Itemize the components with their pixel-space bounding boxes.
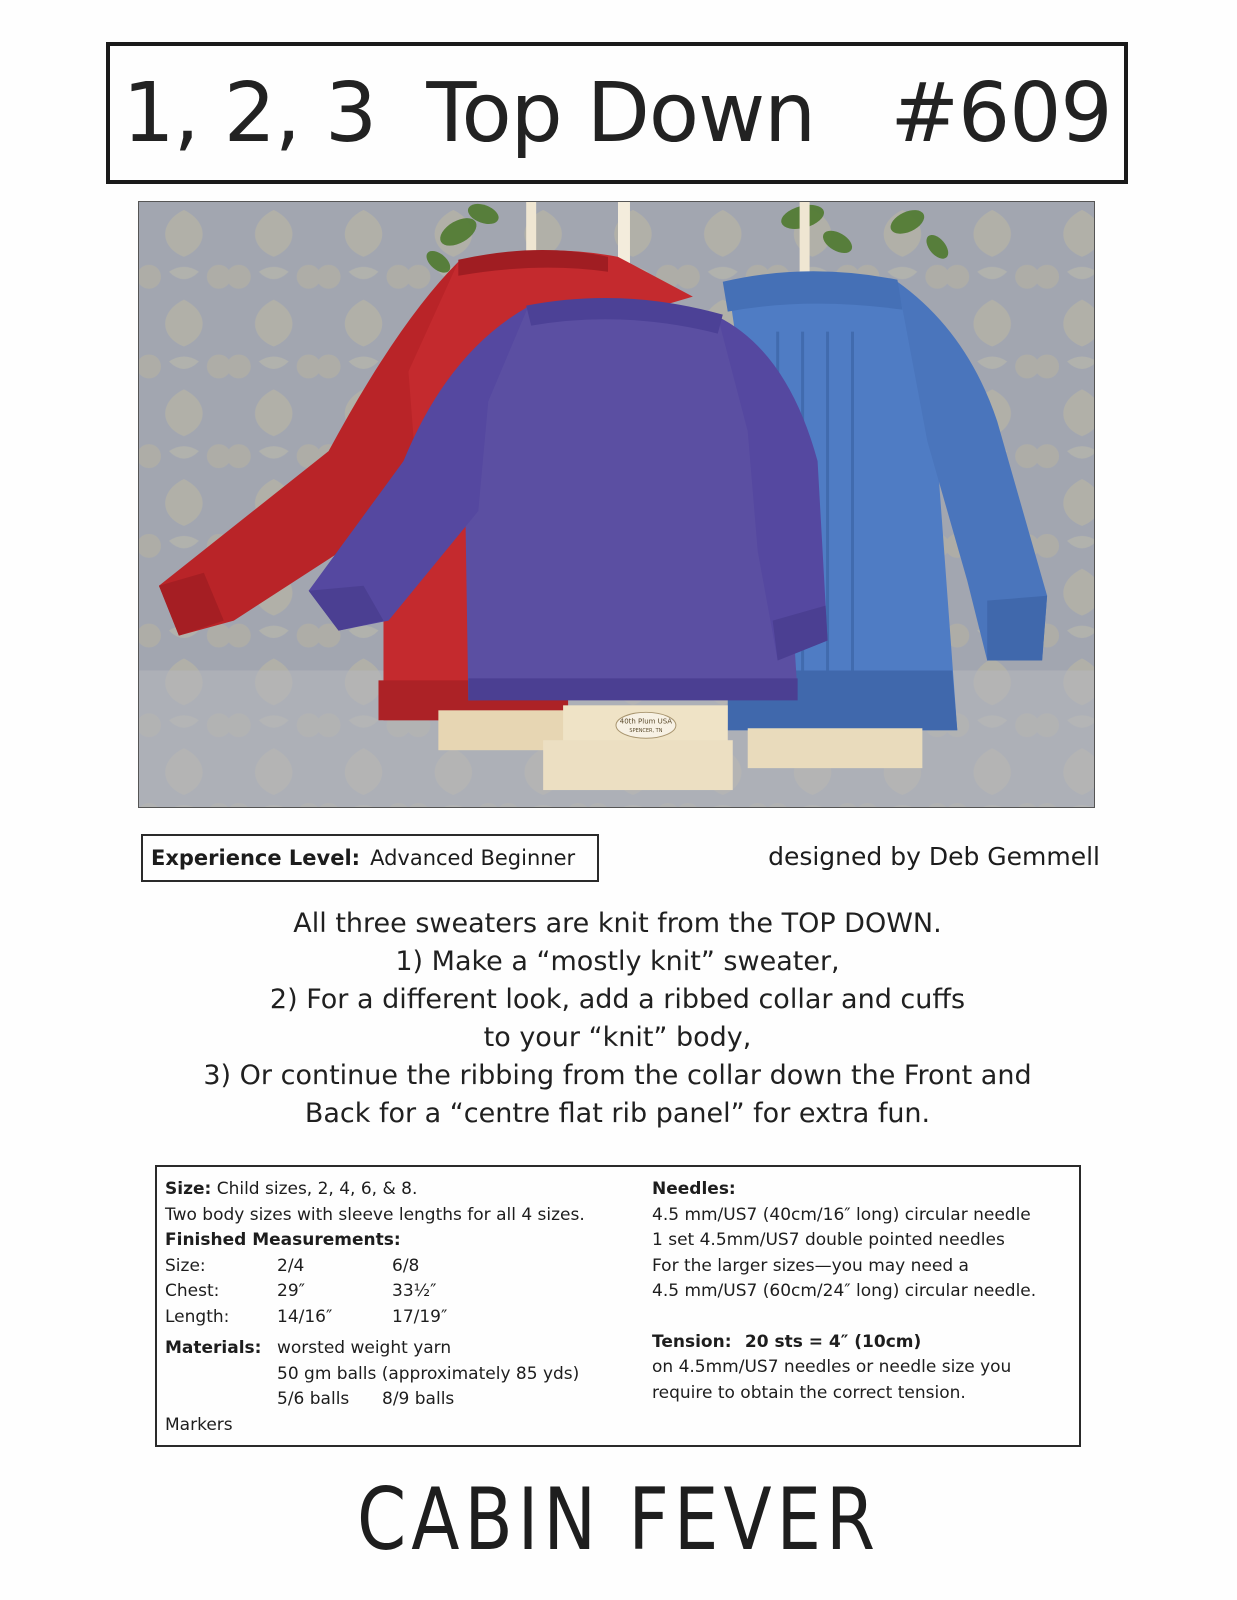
materials-label: Materials: <box>165 1338 262 1358</box>
materials-markers: Markers <box>165 1414 233 1435</box>
info-right-column <box>652 1177 1072 1406</box>
experience-value: Advanced Beginner <box>370 846 576 870</box>
measurement-b: 17/19″ <box>392 1306 448 1327</box>
materials-amount-a: 5/6 balls <box>277 1389 350 1409</box>
measurement-label: Length: <box>165 1306 230 1327</box>
pattern-title: 1, 2, 3 Top Down #609 <box>122 65 1112 161</box>
measurement-row <box>165 1279 635 1305</box>
measurement-a: 14/16″ <box>277 1306 333 1327</box>
tension-line: require to obtain the correct tension. <box>652 1382 966 1403</box>
size-value: Child sizes, 2, 4, 6, & 8. <box>216 1179 418 1199</box>
size-note: Two body sizes with sleeve lengths for all 4 sizes. <box>165 1204 585 1225</box>
info-left-column <box>165 1177 635 1438</box>
designer-credit: designed by Deb Gemmell <box>768 842 1100 871</box>
measurement-b: 33½″ <box>392 1281 437 1301</box>
stand-tag-line-1: 40th Plum USA <box>619 717 673 726</box>
brand-logo: CABIN FEVER <box>357 1470 880 1570</box>
measurement-row <box>165 1305 635 1331</box>
measurement-a: 29″ <box>277 1281 305 1301</box>
needles-line: 4.5 mm/US7 (40cm/16″ long) circular needle <box>652 1204 1031 1225</box>
measurement-row <box>165 1254 635 1280</box>
size-label: Size: <box>165 1179 212 1199</box>
measurement-label: Size: <box>165 1255 206 1276</box>
intro-line: 1) Make a “mostly knit” sweater, <box>395 946 840 977</box>
measurement-label: Chest: <box>165 1281 220 1301</box>
needles-line: 4.5 mm/US7 (60cm/24″ long) circular needle. <box>652 1281 1037 1301</box>
materials-amount-b: 8/9 balls <box>382 1389 455 1409</box>
intro-line: 3) Or continue the ribbing from the collar down the Front and <box>203 1060 1032 1091</box>
pattern-info-box <box>155 1165 1081 1447</box>
needles-line: For the larger sizes—you may need a <box>652 1255 969 1276</box>
tension-value: 20 sts = 4″ (10cm) <box>744 1331 922 1352</box>
intro-text <box>140 905 1095 1133</box>
experience-level-box <box>141 834 599 882</box>
needles-label: Needles: <box>652 1179 736 1199</box>
title-box <box>106 42 1128 184</box>
tension-line: on 4.5mm/US7 needles or needle size you <box>652 1357 1012 1377</box>
materials-section <box>165 1336 635 1362</box>
experience-label: Experience Level: <box>151 846 361 870</box>
measurement-a: 2/4 <box>277 1255 305 1276</box>
materials-balls: 50 gm balls (approximately 85 yds) <box>277 1363 580 1384</box>
intro-line: 2) For a different look, add a ribbed collar and cuffs <box>269 984 966 1015</box>
needles-line: 1 set 4.5mm/US7 double pointed needles <box>652 1230 1005 1250</box>
intro-line: Back for a “centre flat rib panel” for extra fun. <box>304 1098 931 1129</box>
materials-yarn: worsted weight yarn <box>277 1338 452 1358</box>
stand-tag-line-2: SPENCER, TN <box>629 728 663 735</box>
intro-line: All three sweaters are knit from the TOP DOWN. <box>293 908 942 939</box>
finished-measurements-label: Finished Measurements: <box>165 1230 401 1250</box>
measurement-b: 6/8 <box>392 1255 420 1276</box>
sweater-illustration <box>139 202 1094 807</box>
tension-label: Tension: <box>652 1331 732 1352</box>
sweater-photo <box>138 201 1095 808</box>
intro-line: to your “knit” body, <box>483 1022 752 1053</box>
